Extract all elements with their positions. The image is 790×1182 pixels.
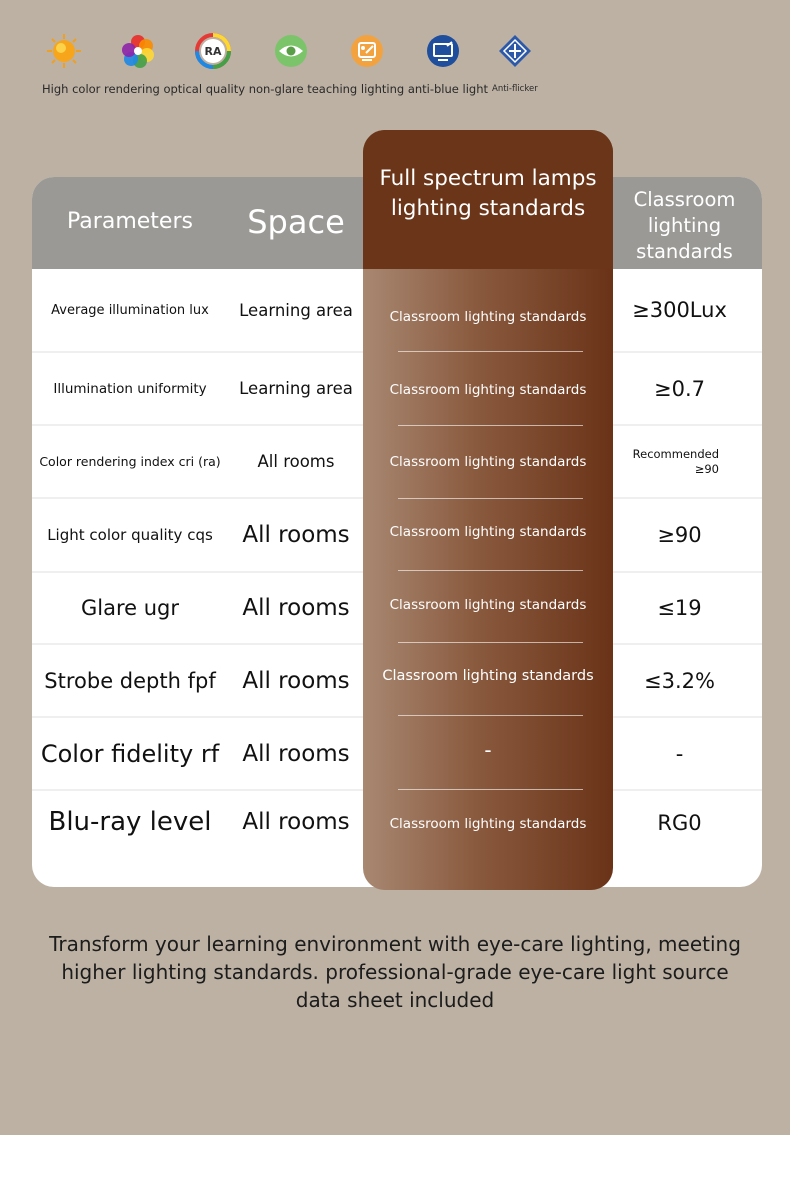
anti-blue-light-icon [425, 33, 461, 69]
row-space: All rooms [242, 595, 350, 621]
anti-flicker-caption: Anti-flicker [492, 84, 538, 94]
svg-text:RA: RA [204, 45, 222, 58]
row-divider [398, 642, 583, 643]
full-spectrum-value: Classroom lighting standards [382, 668, 594, 684]
full-spectrum-value: Classroom lighting standards [389, 454, 587, 470]
eye-icon [273, 33, 309, 69]
footer-line: data sheet included [295, 988, 495, 1012]
header-space: Space [247, 203, 345, 241]
footer-line: higher lighting standards. professional-grade eye-care light source [61, 960, 729, 984]
row-space: All rooms [242, 667, 350, 694]
row-parameter: Average illumination lux [51, 302, 209, 318]
row-parameter: Strobe depth fpf [44, 668, 216, 693]
full-spectrum-value: Classroom lighting standards [389, 816, 587, 832]
row-parameter: Illumination uniformity [53, 380, 207, 397]
row-classroom-value: ≥0.7 [654, 376, 705, 401]
full-spectrum-value: Classroom lighting standards [389, 309, 587, 325]
sun-icon [46, 33, 82, 69]
row-parameter: Blu-ray level [48, 807, 212, 837]
color-wheel-icon [120, 33, 156, 69]
row-space: All rooms [242, 809, 350, 835]
header-classroom-standards: Classroom lighting standards [633, 188, 736, 263]
row-divider [398, 789, 583, 790]
header-full-spectrum: Full spectrum lamps lighting standards [379, 166, 597, 221]
row-classroom-value: ≤19 [657, 596, 702, 620]
row-space: All rooms [242, 522, 350, 548]
row-classroom-value: RG0 [657, 811, 702, 835]
ra-badge-icon [195, 33, 231, 69]
row-space: All rooms [242, 740, 350, 767]
row-parameter: Color rendering index cri (ra) [39, 454, 221, 469]
row-space: Learning area [239, 379, 353, 398]
row-parameter: Color fidelity rf [40, 739, 220, 768]
full-spectrum-value: Classroom lighting standards [389, 524, 587, 540]
row-parameter: Glare ugr [80, 596, 180, 620]
row-space: All rooms [257, 452, 335, 471]
row-classroom-value: ≥90 [657, 523, 702, 547]
full-spectrum-value: - [484, 738, 492, 762]
footer-text [20, 930, 770, 1014]
row-classroom-value: ≥300Lux [632, 298, 727, 322]
row-classroom-value: ≤3.2% [644, 668, 715, 693]
row-divider [398, 351, 583, 352]
row-space: Learning area [239, 300, 353, 320]
anti-flicker-icon [497, 33, 533, 69]
footer-line: Transform your learning environment with eye-care lighting, meeting [49, 932, 741, 956]
row-classroom-value: Recommended ≥90 [632, 446, 719, 476]
row-parameter: Light color quality cqs [47, 526, 213, 544]
icons-caption: High color rendering optical quality non-glare teaching lighting anti-blue light [42, 82, 489, 96]
row-divider [398, 715, 583, 716]
full-spectrum-value: Classroom lighting standards [389, 597, 587, 613]
teaching-icon [349, 33, 385, 69]
full-spectrum-column [363, 130, 613, 890]
header-parameters: Parameters [67, 209, 193, 234]
row-divider [398, 570, 583, 571]
row-divider [398, 425, 583, 426]
row-divider [398, 498, 583, 499]
full-spectrum-value: Classroom lighting standards [389, 382, 587, 398]
row-classroom-value: - [675, 741, 684, 766]
